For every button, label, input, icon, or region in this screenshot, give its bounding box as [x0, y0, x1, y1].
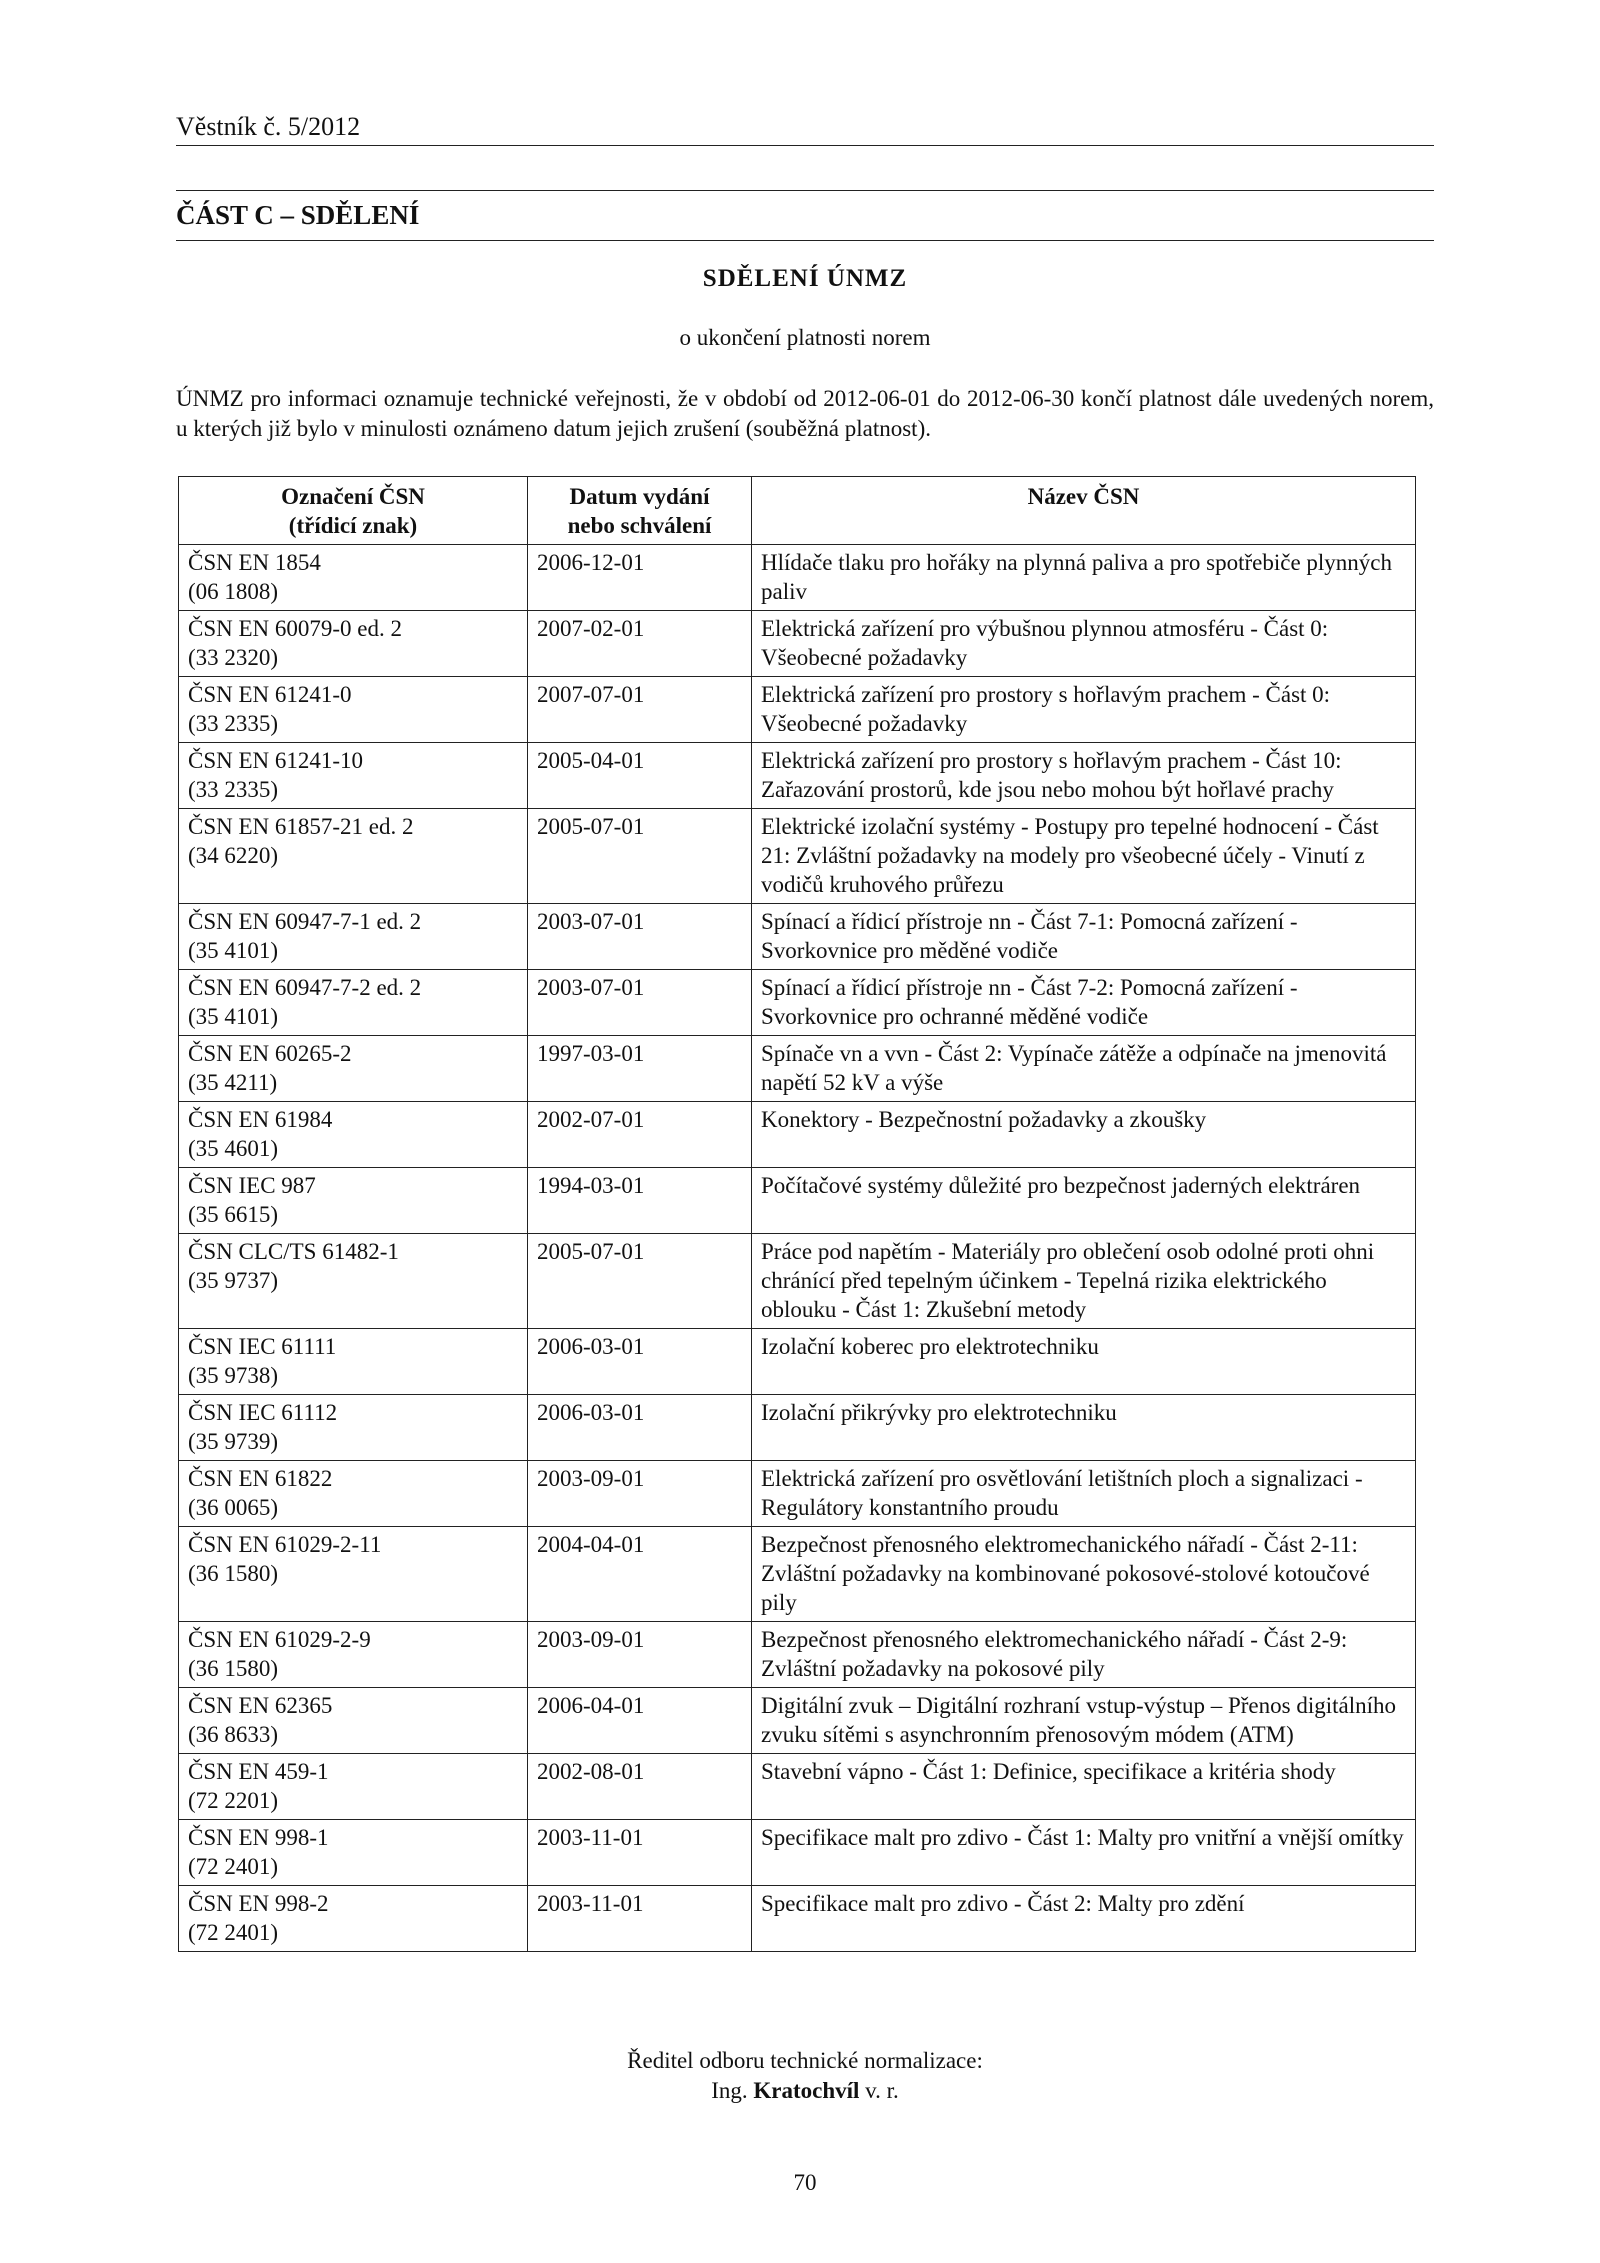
norm-class: (35 4101)	[188, 938, 279, 963]
header-date	[528, 477, 752, 545]
norm-class: (33 2335)	[188, 711, 279, 736]
norm-code: ČSN EN 62365	[188, 1693, 333, 1718]
norm-code: ČSN EN 60265-2	[188, 1041, 352, 1066]
cell-date: 2004-04-01	[528, 1527, 752, 1622]
norm-class: (36 1580)	[188, 1561, 279, 1586]
cell-date: 2005-07-01	[528, 1234, 752, 1329]
norm-code: ČSN CLC/TS 61482-1	[188, 1239, 399, 1264]
cell-name: Spínače vn a vvn - Část 2: Vypínače zátěže a odpínače na jmenovitá napětí 52 kV a výše	[752, 1036, 1416, 1102]
cell-date: 2007-07-01	[528, 677, 752, 743]
norm-code: ČSN EN 1854	[188, 550, 321, 575]
header-date-line2: nebo schválení	[567, 513, 712, 538]
norm-code: ČSN EN 998-2	[188, 1891, 329, 1916]
cell-designation	[179, 1234, 528, 1329]
table-row	[179, 1036, 1416, 1102]
norm-class: (34 6220)	[188, 843, 279, 868]
norm-code: ČSN IEC 61111	[188, 1334, 337, 1359]
signature-prefix: Ing.	[711, 2078, 748, 2103]
cell-date: 1994-03-01	[528, 1168, 752, 1234]
cell-designation	[179, 970, 528, 1036]
cell-designation	[179, 545, 528, 611]
table-body	[179, 545, 1416, 1952]
table-row	[179, 809, 1416, 904]
norm-code: ČSN EN 61241-0	[188, 682, 352, 707]
norm-class: (36 0065)	[188, 1495, 279, 1520]
cell-designation	[179, 1820, 528, 1886]
norm-code: ČSN EN 998-1	[188, 1825, 329, 1850]
cell-date: 2003-09-01	[528, 1461, 752, 1527]
table-row	[179, 1527, 1416, 1622]
cell-date: 2006-03-01	[528, 1395, 752, 1461]
norm-code: ČSN IEC 987	[188, 1173, 316, 1198]
table-row	[179, 677, 1416, 743]
notice-title: SDĚLENÍ ÚNMZ	[702, 265, 908, 292]
signature-line	[176, 2078, 1434, 2104]
norm-class: (35 6615)	[188, 1202, 279, 1227]
cell-name: Práce pod napětím - Materiály pro oblečení osob odolné proti ohni chránící před tepelným účinkem - Tepelná rizika elektrického oblouku - Část 1: Zkušební metody	[752, 1234, 1416, 1329]
cell-designation	[179, 1461, 528, 1527]
norms-table	[178, 476, 1416, 1952]
cell-name: Spínací a řídicí přístroje nn - Část 7-1: Pomocná zařízení - Svorkovnice pro měděné vodiče	[752, 904, 1416, 970]
cell-date: 2006-12-01	[528, 545, 752, 611]
norm-code: ČSN IEC 61112	[188, 1400, 338, 1425]
cell-name: Spínací a řídicí přístroje nn - Část 7-2: Pomocná zařízení - Svorkovnice pro ochranné měděné vodiče	[752, 970, 1416, 1036]
norm-code: ČSN EN 61984	[188, 1107, 333, 1132]
cell-date: 2003-09-01	[528, 1622, 752, 1688]
cell-designation	[179, 1168, 528, 1234]
table-row	[179, 743, 1416, 809]
norm-code: ČSN EN 60947-7-2 ed. 2	[188, 975, 422, 1000]
cell-designation	[179, 1036, 528, 1102]
header-designation	[179, 477, 528, 545]
norm-class: (35 9737)	[188, 1268, 279, 1293]
signature-name: Kratochvíl	[753, 2078, 860, 2103]
cell-designation	[179, 1754, 528, 1820]
header-designation-line1: Označení ČSN	[281, 484, 425, 509]
table-row	[179, 611, 1416, 677]
cell-date: 2003-07-01	[528, 970, 752, 1036]
norm-class: (35 4101)	[188, 1004, 279, 1029]
cell-name: Konektory - Bezpečnostní požadavky a zkoušky	[752, 1102, 1416, 1168]
cell-name: Stavební vápno - Část 1: Definice, specifikace a kritéria shody	[752, 1754, 1416, 1820]
cell-date: 2002-08-01	[528, 1754, 752, 1820]
notice-intro: ÚNMZ pro informaci oznamuje technické veřejnosti, že v období od 2012-06-01 do 2012-06-30 končí platnost dále uvedených norem, u kterých již bylo v minulosti oznámeno datum jejich zrušení (souběžná platnost).	[176, 386, 1434, 441]
header-designation-line2: (třídicí znak)	[288, 513, 418, 538]
cell-date: 2005-04-01	[528, 743, 752, 809]
cell-date: 2002-07-01	[528, 1102, 752, 1168]
norm-code: ČSN EN 60947-7-1 ed. 2	[188, 909, 422, 934]
cell-name: Elektrické izolační systémy - Postupy pro tepelné hodnocení - Část 21: Zvláštní požadavky na modely pro všeobecné účely - Vinutí z vodičů kruhového průřezu	[752, 809, 1416, 904]
table-row	[179, 1754, 1416, 1820]
cell-date: 2005-07-01	[528, 809, 752, 904]
header-name: Název ČSN	[752, 477, 1416, 545]
cell-name: Izolační přikrývky pro elektrotechniku	[752, 1395, 1416, 1461]
signature-suffix: v. r.	[865, 2078, 899, 2103]
norm-class: (35 9738)	[188, 1363, 279, 1388]
table-row	[179, 1395, 1416, 1461]
cell-designation	[179, 904, 528, 970]
norm-class: (72 2401)	[188, 1920, 279, 1945]
cell-designation	[179, 1622, 528, 1688]
section-rule-bottom	[176, 240, 1434, 241]
table-row	[179, 1622, 1416, 1688]
cell-date: 2007-02-01	[528, 611, 752, 677]
norm-class: (33 2320)	[188, 645, 279, 670]
cell-designation	[179, 809, 528, 904]
journal-header: Věstník č. 5/2012	[176, 112, 361, 141]
norm-class: (72 2401)	[188, 1854, 279, 1879]
page-number: 70	[793, 2170, 817, 2195]
cell-date: 2003-11-01	[528, 1886, 752, 1952]
cell-name: Bezpečnost přenosného elektromechanického nářadí - Část 2-9: Zvláštní požadavky na pokosové pily	[752, 1622, 1416, 1688]
table-header-row	[179, 477, 1416, 545]
norm-code: ČSN EN 61822	[188, 1466, 333, 1491]
norm-code: ČSN EN 61857-21 ed. 2	[188, 814, 414, 839]
section-rule-top	[176, 190, 1434, 191]
norm-code: ČSN EN 61029-2-11	[188, 1532, 382, 1557]
cell-name: Elektrická zařízení pro výbušnou plynnou atmosféru - Část 0: Všeobecné požadavky	[752, 611, 1416, 677]
cell-date: 1997-03-01	[528, 1036, 752, 1102]
cell-designation	[179, 1886, 528, 1952]
table-row	[179, 1886, 1416, 1952]
signature-role: Ředitel odboru technické normalizace:	[627, 2048, 983, 2073]
cell-name: Digitální zvuk – Digitální rozhraní vstup-výstup – Přenos digitálního zvuku sítěmi s asynchronním přenosovým módem (ATM)	[752, 1688, 1416, 1754]
section-title: ČÁST C – SDĚLENÍ	[176, 200, 420, 230]
cell-name: Hlídače tlaku pro hořáky na plynná paliva a pro spotřebiče plynných paliv	[752, 545, 1416, 611]
header-rule	[176, 145, 1434, 146]
header-date-line1: Datum vydání	[569, 484, 710, 509]
cell-date: 2006-03-01	[528, 1329, 752, 1395]
cell-name: Elektrická zařízení pro prostory s hořlavým prachem - Část 10: Zařazování prostorů, kde jsou nebo mohou být hořlavé prachy	[752, 743, 1416, 809]
cell-designation	[179, 677, 528, 743]
cell-designation	[179, 743, 528, 809]
table-row	[179, 1820, 1416, 1886]
cell-designation	[179, 1527, 528, 1622]
cell-name: Bezpečnost přenosného elektromechanického nářadí - Část 2-11: Zvláštní požadavky na kombinované pokosové-stolové kotoučové pily	[752, 1527, 1416, 1622]
norm-code: ČSN EN 61029-2-9	[188, 1627, 371, 1652]
norm-code: ČSN EN 60079-0 ed. 2	[188, 616, 403, 641]
norm-class: (33 2335)	[188, 777, 279, 802]
norm-class: (72 2201)	[188, 1788, 279, 1813]
table-row	[179, 1102, 1416, 1168]
table-row	[179, 1688, 1416, 1754]
cell-name: Specifikace malt pro zdivo - Část 1: Malty pro vnitřní a vnější omítky	[752, 1820, 1416, 1886]
table-row	[179, 1168, 1416, 1234]
norm-class: (06 1808)	[188, 579, 279, 604]
table-row	[179, 1461, 1416, 1527]
cell-name: Izolační koberec pro elektrotechniku	[752, 1329, 1416, 1395]
cell-name: Počítačové systémy důležité pro bezpečnost jaderných elektráren	[752, 1168, 1416, 1234]
norm-class: (36 1580)	[188, 1656, 279, 1681]
cell-designation	[179, 1102, 528, 1168]
table-row	[179, 1234, 1416, 1329]
cell-designation	[179, 1329, 528, 1395]
cell-date: 2003-11-01	[528, 1820, 752, 1886]
norm-class: (35 9739)	[188, 1429, 279, 1454]
cell-designation	[179, 611, 528, 677]
table-row	[179, 1329, 1416, 1395]
cell-designation	[179, 1688, 528, 1754]
table-row	[179, 970, 1416, 1036]
norm-class: (36 8633)	[188, 1722, 279, 1747]
table-row	[179, 545, 1416, 611]
cell-date: 2006-04-01	[528, 1688, 752, 1754]
norm-code: ČSN EN 61241-10	[188, 748, 364, 773]
cell-name: Specifikace malt pro zdivo - Část 2: Malty pro zdění	[752, 1886, 1416, 1952]
cell-name: Elektrická zařízení pro prostory s hořlavým prachem - Část 0: Všeobecné požadavky	[752, 677, 1416, 743]
cell-date: 2003-07-01	[528, 904, 752, 970]
norm-class: (35 4601)	[188, 1136, 279, 1161]
norm-code: ČSN EN 459-1	[188, 1759, 329, 1784]
cell-designation	[179, 1395, 528, 1461]
notice-subtitle: o ukončení platnosti norem	[679, 325, 931, 350]
norm-class: (35 4211)	[188, 1070, 278, 1095]
cell-name: Elektrická zařízení pro osvětlování letištních ploch a signalizaci - Regulátory konstantního proudu	[752, 1461, 1416, 1527]
table-row	[179, 904, 1416, 970]
